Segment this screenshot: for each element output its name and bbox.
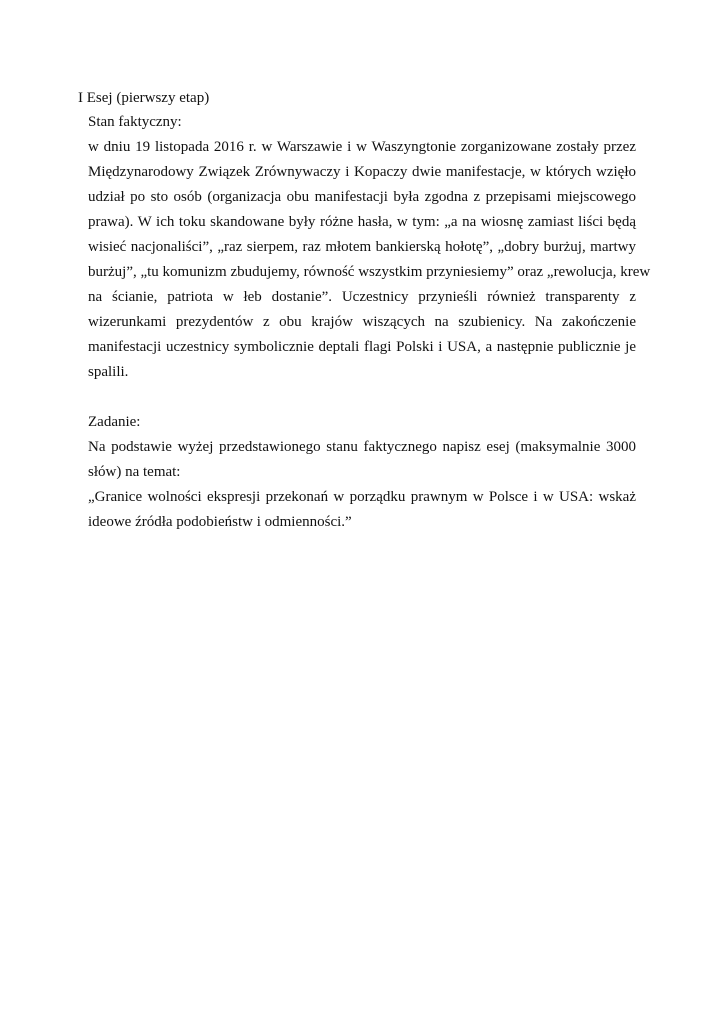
facts-line: na ścianie, patriota w łeb dostanie”. Uczestnicy przynieśli również transparenty z [88, 289, 636, 305]
essay-topic-line: „Granice wolności ekspresji przekonań w porządku prawnym w Polsce i w USA: wskaż [88, 489, 636, 505]
task-line: Na podstawie wyżej przedstawionego stanu faktycznego napisz esej (maksymalnie 3000 [88, 439, 636, 455]
facts-line: spalili. [88, 364, 129, 380]
facts-line: manifestacji uczestnicy symbolicznie deptali flagi Polski i USA, a następnie publicznie je [88, 339, 636, 355]
facts-label: Stan faktyczny: [88, 114, 182, 130]
facts-section [88, 110, 651, 385]
facts-line: prawa). W ich toku skandowane były różne hasła, w tym: „a na wiosnę zamiast liści będą [88, 214, 636, 230]
facts-line: wizerunkami prezydentów z obu krajów wiszących na szubienicy. Na zakończenie [88, 314, 636, 330]
essay-topic-line: ideowe źródła podobieństw i odmienności.” [88, 514, 352, 530]
task-label: Zadanie: [88, 414, 141, 430]
facts-line: wisieć nacjonaliści”, „raz sierpem, raz młotem bankierską hołotę”, „dobry burżuj, martwy [88, 239, 636, 255]
facts-line: burżuj”, „tu komunizm zbudujemy, równość wszystkim przyniesiemy” oraz „rewolucja, krew [88, 264, 651, 280]
task-section [88, 410, 636, 535]
essay-heading: I Esej (pierwszy etap) [78, 90, 210, 106]
facts-line: udział po sto osób (organizacja obu manifestacji była zgodna z przepisami miejscowego [88, 189, 636, 205]
facts-line: w dniu 19 listopada 2016 r. w Warszawie i w Waszyngtonie zorganizowane zostały przez [88, 139, 636, 155]
facts-line: Międzynarodowy Związek Zrównywaczy i Kopaczy dwie manifestacje, w których wzięło [88, 164, 636, 180]
task-line: słów) na temat: [88, 464, 181, 480]
